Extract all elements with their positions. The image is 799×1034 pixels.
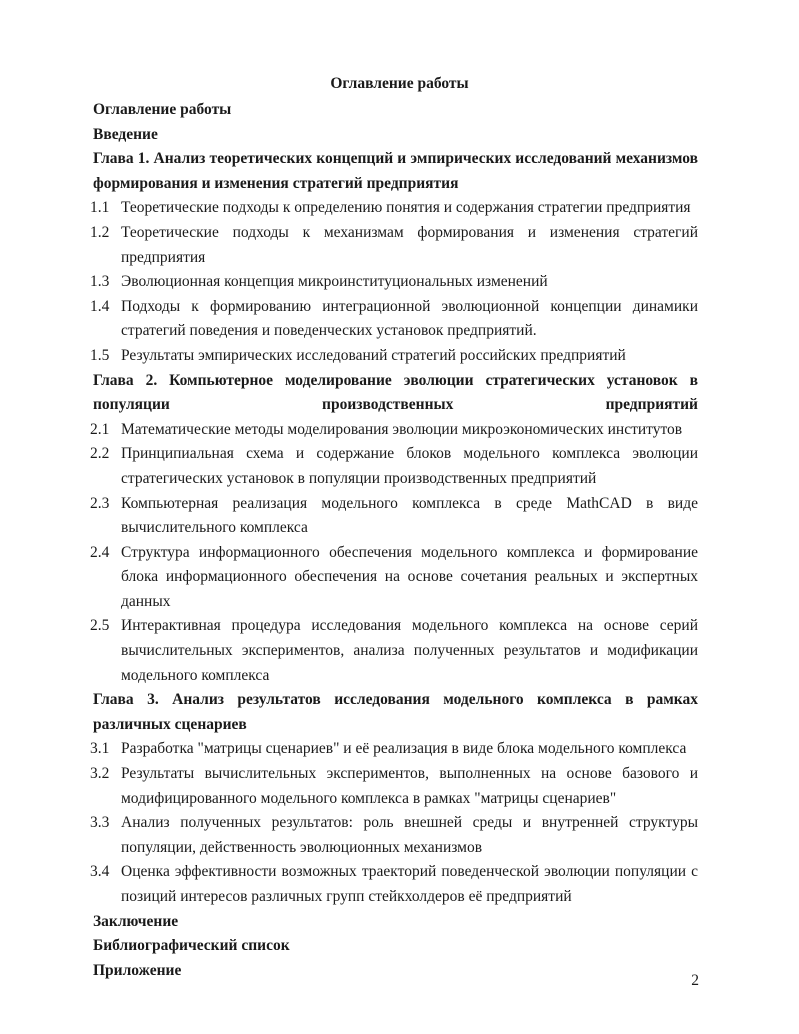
toc-heading-chapter-3: Глава 3. Анализ результатов исследования модельного комплекса в рамках различных сценариев: [93, 691, 698, 733]
toc-entry-2-2: [90, 442, 698, 491]
toc-entry-number: 1.5: [90, 346, 110, 364]
toc-entry-2-3: [90, 492, 698, 541]
toc-entry-number: 3.4: [90, 863, 110, 881]
page-title: Оглавление работы: [330, 75, 469, 92]
toc-entry-number: 2.5: [90, 617, 110, 635]
toc-entry-number: 2.1: [90, 420, 110, 438]
toc-entry-1-5: [90, 344, 698, 369]
toc-entry-1-3: [90, 270, 698, 295]
toc-heading-introduction: Введение: [93, 125, 158, 143]
toc-entry-3-1: [90, 737, 698, 762]
toc-entry-text: Теоретические подходы к определению понятия и содержания стратегии предприятия: [121, 199, 691, 217]
toc-entry-number: 1.4: [90, 297, 110, 315]
toc-entry-3-3: [90, 811, 698, 860]
toc-heading-contents: Оглавление работы: [93, 101, 232, 118]
toc-entry-2-4: [90, 541, 698, 615]
toc-heading-chapter-2: Глава 2. Компьютерное моделирование эволюции стратегических установок в популяции производственных предприятий: [93, 371, 698, 414]
toc-entry-3-2: [90, 762, 698, 811]
toc-entry-1-4: [90, 295, 698, 344]
toc-entry-text: Подходы к формированию интеграционной эволюционной концепции динамики стратегий поведения и поведенческих установок предприятий.: [121, 297, 698, 340]
table-of-contents: [90, 98, 698, 983]
toc-entry-number: 2.3: [90, 494, 110, 512]
toc-entry-text: Теоретические подходы к механизмам формирования и изменения стратегий предприятия: [121, 223, 698, 266]
page-number: 2: [691, 972, 699, 989]
toc-entry-2-5: [90, 614, 698, 688]
toc-entry-number: 1.2: [90, 223, 110, 241]
toc-entry-text: Принципиальная схема и содержание блоков модельного комплекса эволюции стратегических установок в популяции производственных предприятий: [121, 445, 698, 487]
toc-entry-number: 1.1: [90, 199, 110, 217]
toc-entry-number: 2.2: [90, 445, 110, 463]
toc-entry-number: 1.3: [90, 273, 110, 291]
toc-heading-chapter-1: Глава 1. Анализ теоретических концепций и эмпирических исследований механизмов формирования и изменения стратегий предприятия: [93, 150, 698, 192]
toc-entry-1-1: [90, 196, 698, 221]
toc-entry-1-2: [90, 221, 698, 270]
toc-entry-text: Результаты эмпирических исследований стратегий российских предприятий: [121, 346, 626, 364]
toc-entry-text: Эволюционная концепция микроинституциональных изменений: [121, 273, 548, 291]
toc-heading-conclusion: Заключение: [93, 912, 179, 930]
toc-entry-text: Компьютерная реализация модельного комплекса в среде MathCAD в виде вычислительного комплекса: [121, 494, 698, 537]
toc-entry-text: Оценка эффективности возможных траекторий поведенческой эволюции популяции с позиций интересов различных групп стейкхолдеров её предприятий: [121, 863, 698, 905]
toc-entry-text: Структура информационного обеспечения модельного комплекса и формирование блока информационного обеспечения на основе сочетания реальных и экспертных данных: [121, 543, 698, 610]
toc-entry-text: Результаты вычислительных экспериментов, выполненных на основе базового и модифицированного модельного комплекса в рамках "матрицы сценариев": [121, 765, 698, 807]
toc-entry-number: 3.2: [90, 765, 110, 783]
toc-entry-3-4: [90, 860, 698, 909]
toc-entry-number: 3.3: [90, 814, 110, 832]
toc-entry-number: 2.4: [90, 543, 110, 561]
toc-heading-appendix: Приложение: [93, 961, 182, 979]
toc-entry-text: Анализ полученных результатов: роль внешней среды и внутренней структуры популяции, действенность эволюционных механизмов: [121, 814, 698, 856]
toc-entry-text: Разработка "матрицы сценариев" и её реализация в виде блока модельного комплекса: [121, 740, 687, 758]
toc-entry-text: Математические методы моделирования эволюции микроэкономических институтов: [121, 420, 683, 438]
toc-entry-2-1: [90, 418, 698, 443]
toc-entry-number: 3.1: [90, 740, 110, 758]
toc-heading-bibliography: Библиографический список: [93, 937, 290, 955]
toc-entry-text: Интерактивная процедура исследования модельного комплекса на основе серий вычислительных экспериментов, анализа полученных результатов и модификации модельного комплекса: [121, 617, 698, 684]
